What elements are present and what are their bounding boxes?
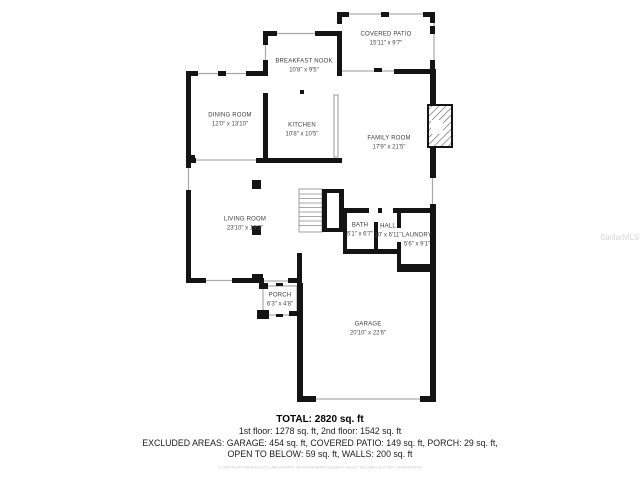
staircase [299, 189, 344, 232]
room-name: PORCH [268, 292, 292, 299]
excluded-areas-text-2: OPEN TO BELOW: 59 sq. ft, WALLS: 200 sq. ft [227, 449, 413, 460]
room-name: HALL [380, 223, 396, 230]
room-name: BATH [351, 222, 369, 229]
room-name: COVERED PATIO [360, 31, 412, 38]
room-label-garage [350, 321, 386, 340]
room-name: LIVING ROOM [223, 216, 267, 223]
room-dims: 15'11" x 9'7" [369, 41, 403, 47]
room-dims: 23'10" x 19'2" [226, 226, 264, 232]
room-label-family-room [367, 135, 410, 154]
room-name: GARAGE [354, 321, 382, 328]
room-label-porch [267, 292, 293, 311]
total-area-text: TOTAL: 2820 sq. ft [276, 414, 364, 425]
room-dims: 20'10" x 22'6" [349, 331, 387, 337]
stellar-mls-watermark: StellarMLS [600, 233, 640, 242]
room-dims: 12'0" x 13'10" [211, 122, 249, 128]
room-dims: 10'8" x 10'5" [285, 132, 319, 138]
room-label-kitchen [286, 122, 319, 141]
room-label-breakfast-nook [275, 58, 332, 77]
room-name: LAUNDRY [402, 232, 432, 239]
room-dims: 6'3" x 4'8" [266, 302, 294, 308]
room-dims: 10'8" x 9'5" [289, 68, 319, 74]
excluded-areas-text-1: EXCLUDED AREAS: GARAGE: 454 sq. ft, COVERED PATIO: 149 sq. ft, PORCH: 29 sq. ft, [142, 437, 498, 448]
room-label-laundry [402, 232, 432, 251]
floor-areas-text: 1st floor: 1278 sq. ft, 2nd floor: 1542 sq. ft [238, 426, 402, 436]
area-summary [0, 413, 640, 472]
dining-walls [186, 71, 268, 283]
room-label-bath [347, 222, 373, 241]
room-name: FAMILY ROOM [367, 135, 411, 142]
room-name: KITCHEN [288, 122, 316, 129]
room-dims: 17'9" x 21'5" [372, 145, 406, 151]
room-dims: 10' x 6'11" [374, 233, 402, 239]
room-dims: 5'1" x 6'7" [346, 232, 374, 238]
room-name: DINING ROOM [208, 112, 252, 119]
room-label-living-room [224, 216, 266, 235]
disclaimer-text: FLOOR PLAN CREATED BY CUBICASA APP. MEASUREMENTS DEEMED HIGHLY RELIABLE BUT NOT GUARANTEED [218, 465, 422, 470]
room-label-hall [375, 223, 402, 242]
room-label-dining-room [208, 112, 252, 131]
column [252, 180, 261, 189]
room-label-covered-patio [360, 31, 411, 50]
room-dims: 5'6" x 9'1" [403, 242, 431, 248]
room-name: BREAKFAST NOOK [275, 58, 333, 65]
